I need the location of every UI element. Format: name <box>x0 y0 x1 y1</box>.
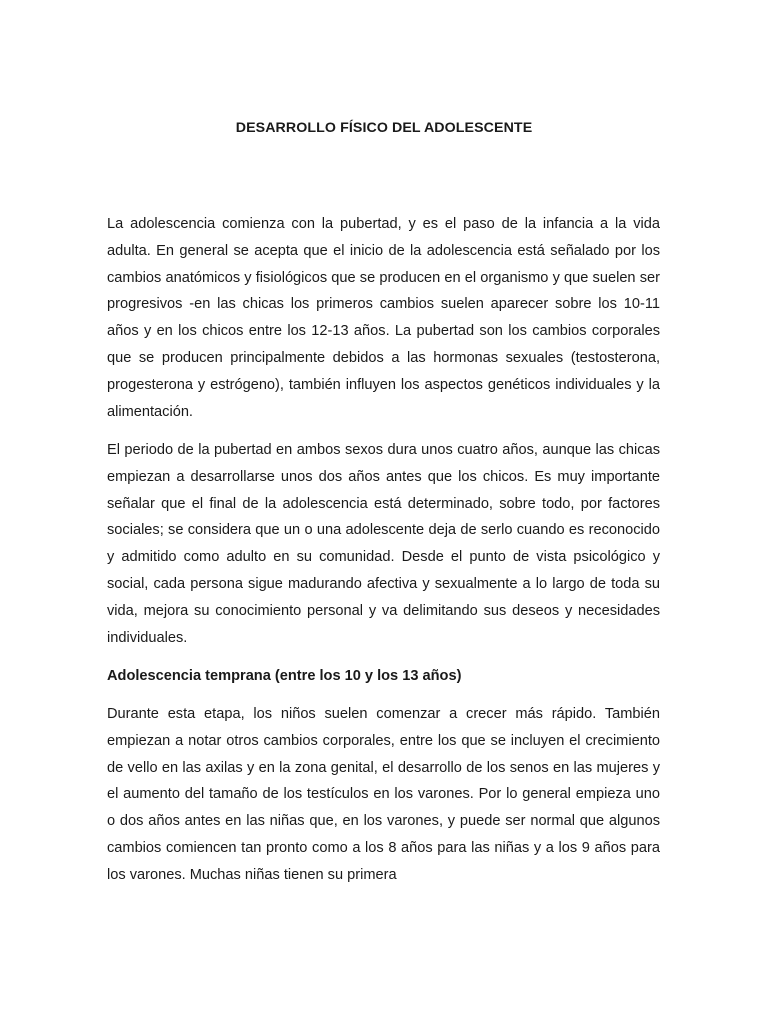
subheading-early-adolescence: Adolescencia temprana (entre los 10 y los 13 años) <box>107 668 462 684</box>
document-title: DESARROLLO FÍSICO DEL ADOLESCENTE <box>235 120 533 136</box>
paragraph-early-adolescence: Durante esta etapa, los niños suelen comenzar a crecer más rápido. También empiezan a notar otros cambios corporales, entre los que se incluyen el crecimiento de vello en las axilas y en la zona genital, el desarrollo de los senos en las mujeres y el aumento del tamaño de los testículos en los varones. Por lo general empieza uno o dos años antes en las niñas que, en los varones, y puede ser normal que algunos cambios comiencen tan pronto como a los 8 años para las niñas y a los 9 años para los varones. Muchas niñas tienen su primera <box>107 706 660 883</box>
paragraph-intro: La adolescencia comienza con la pubertad, y es el paso de la infancia a la vida adulta. En general se acepta que el inicio de la adolescencia está señalado por los cambios anatómicos y fisiológicos que se producen en el organismo y que suelen ser progresivos -en las chicas los primeros cambios suelen aparecer sobre los 10-11 años y en los chicos entre los 12-13 años. La pubertad son los cambios corporales que se producen principalmente debidos a las hormonas sexuales (testosterona, progesterona y estrógeno), también influyen los aspectos genéticos individuales y la alimentación. <box>107 216 660 420</box>
paragraph-puberty-period: El periodo de la pubertad en ambos sexos dura unos cuatro años, aunque las chicas empiezan a desarrollarse unos dos años antes que los chicos. Es muy importante señalar que el final de la adolescencia está determinado, sobre todo, por factores sociales; se considera que un o una adolescente deja de serlo cuando es reconocido y admitido como adulto en su comunidad. Desde el punto de vista psicológico y social, cada persona sigue madurando afectiva y sexualmente a lo largo de toda su vida, mejora su conocimiento personal y va delimitando sus deseos y necesidades individuales. <box>107 442 660 646</box>
